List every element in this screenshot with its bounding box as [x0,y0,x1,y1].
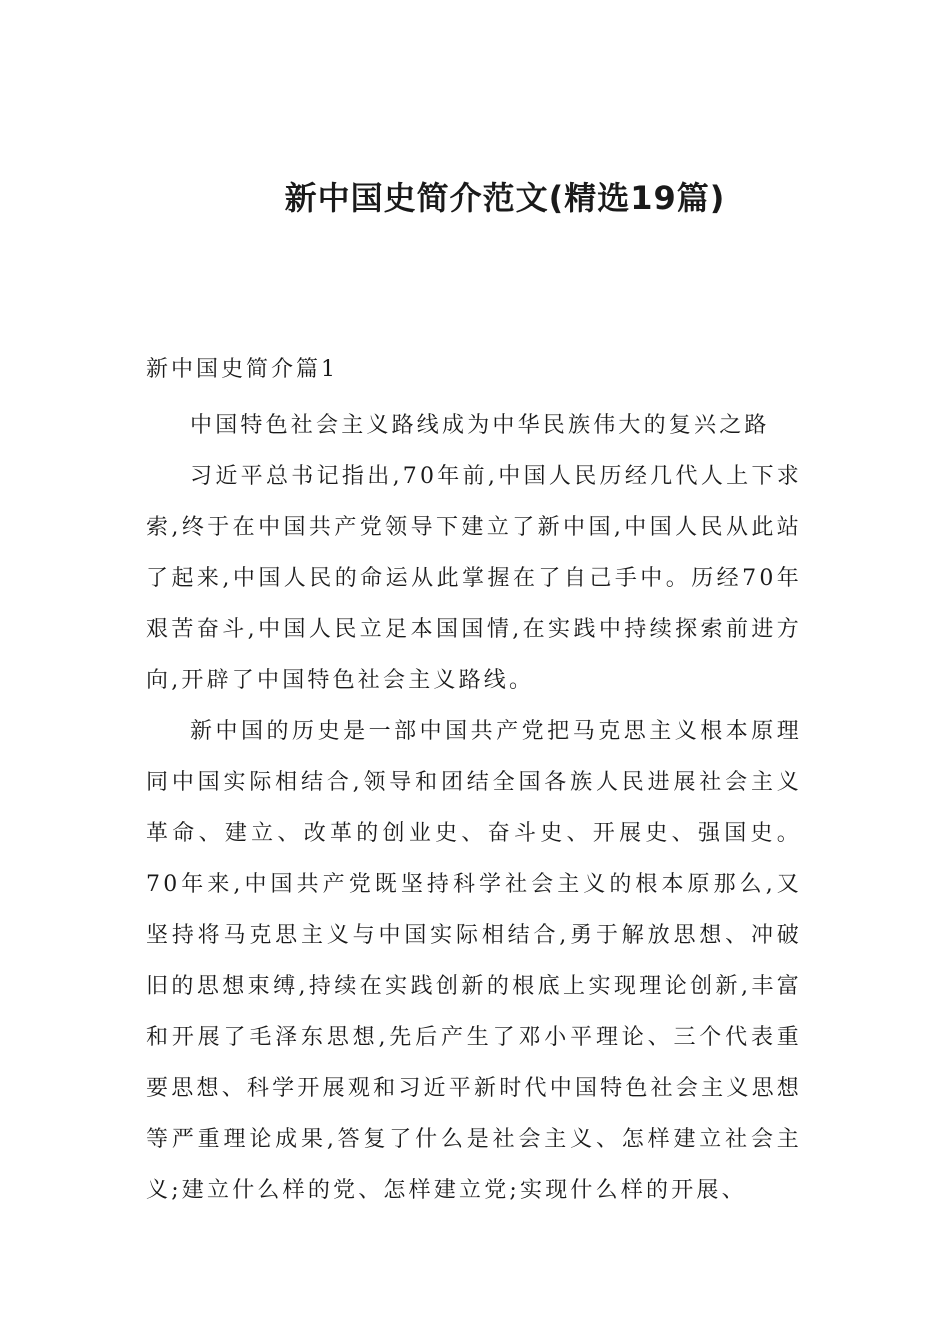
section-heading: 新中国史简介篇1 [146,357,338,382]
document-title: 新中国史简介范文(精选19篇) [284,179,726,217]
paragraph-subtitle: 中国特色社会主义路线成为中华民族伟大的复兴之路 [190,413,770,438]
paragraph: 习近平总书记指出,70年前,中国人民历经几代人上下求索,终于在中国共产党领导下建立了新中国,中国人民从此站了起来,中国人民的命运从此掌握在了自己手中。历经70年艰苦奋斗,中国人民立足本国国情,在实践中持续探索前进方向,开辟了中国特色社会主义路线。 [146,464,802,693]
document-body [146,400,802,1216]
paragraph: 新中国的历史是一部中国共产党把马克思主义根本原理同中国实际相结合,领导和团结全国各族人民进展社会主义革命、建立、改革的创业史、奋斗史、开展史、强国史。70年来,中国共产党既坚持科学社会主义的根本原那么,又坚持将马克思主义与中国实际相结合,勇于解放思想、冲破旧的思想束缚,持续在实践创新的根底上实现理论创新,丰富和开展了毛泽东思想,先后产生了邓小平理论、三个代表重要思想、科学开展观和习近平新时代中国特色社会主义思想等严重理论成果,答复了什么是社会主义、怎样建立社会主义;建立什么样的党、怎样建立党;实现什么样的开展、 [146,719,802,1203]
